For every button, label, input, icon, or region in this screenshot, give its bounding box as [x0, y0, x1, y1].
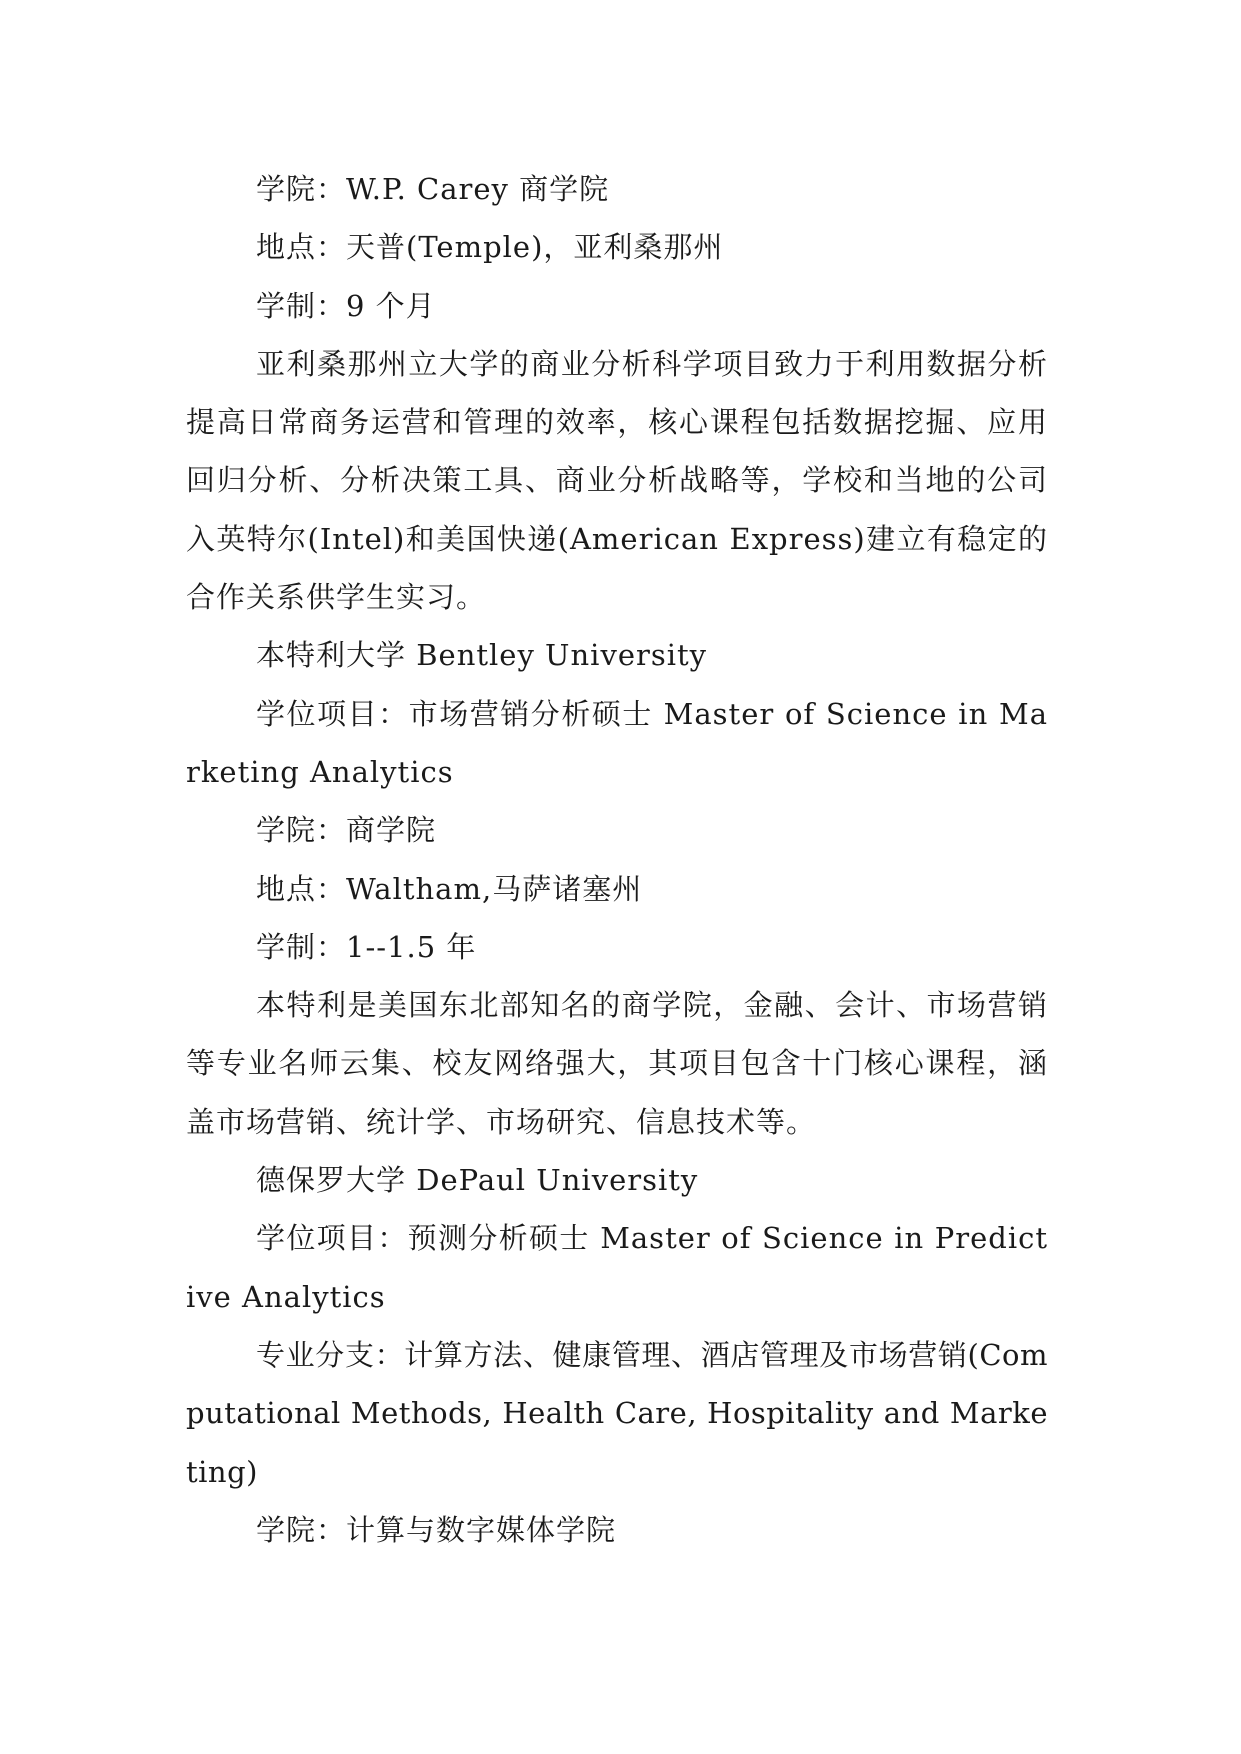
bentley-location: 地点：Waltham,马萨诸塞州: [256, 871, 643, 906]
bentley-description: 本特利是美国东北部知名的商学院，金融、会计、市场营销等专业名师云集、校友网络强大，其项目包含十门核心课程，涵盖市场营销、统计学、市场研究、信息技术等。: [186, 988, 1048, 1139]
document-page: [186, 160, 1048, 1559]
depaul-heading: 德保罗大学 DePaul University: [256, 1163, 699, 1198]
asu-duration: 学制：9 个月: [256, 288, 436, 323]
asu-college: 学院：W.P. Carey 商学院: [256, 172, 610, 206]
depaul-college: 学院：计算与数字媒体学院: [256, 1512, 617, 1547]
bentley-heading: 本特利大学 Bentley University: [256, 638, 708, 673]
asu-location: 地点：天普(Temple)，亚利桑那州: [256, 230, 724, 265]
bentley-duration: 学制：1--1.5 年: [256, 929, 477, 964]
asu-description: 亚利桑那州立大学的商业分析科学项目致力于利用数据分析提高日常商务运营和管理的效率，核心课程包括数据挖掘、应用回归分析、分析决策工具、商业分析战略等，学校和当地的公司入英特尔(Intel)和美国快递(American Express)建立有稳定的合作关系供学生实习。: [186, 346, 1048, 615]
depaul-concentrations: 专业分支：计算方法、健康管理、酒店管理及市场营销(Computational Methods, Health Care, Hospitality and Marketing): [186, 1337, 1048, 1489]
bentley-degree: 学位项目：市场营销分析硕士 Master of Science in Marketing Analytics: [186, 696, 1048, 789]
bentley-college: 学院：商学院: [256, 813, 437, 848]
depaul-degree: 学位项目：预测分析硕士 Master of Science in Predictive Analytics: [186, 1221, 1048, 1314]
